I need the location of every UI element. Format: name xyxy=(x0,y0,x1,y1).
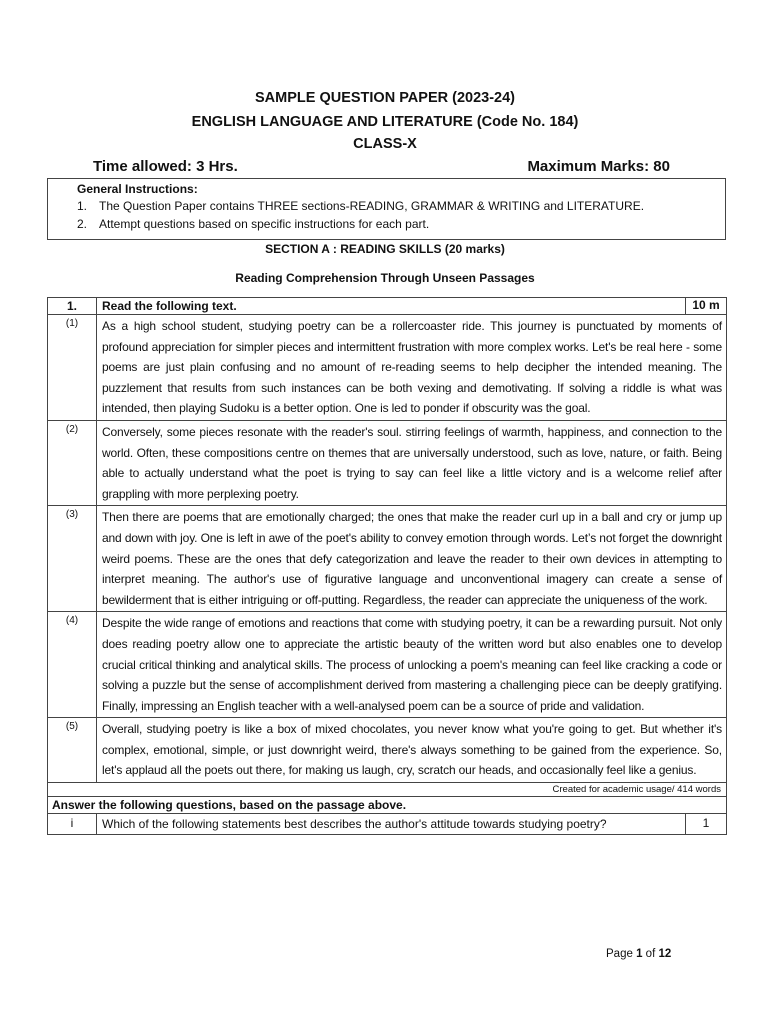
instructions-heading: General Instructions: xyxy=(77,182,198,196)
paragraph-text: Overall, studying poetry is like a box of mixed chocolates, you never know what you're going to get. But whether it's complex, emotional, simple, or just downright weird, there's always something to be gained from the experience. So, let's applaud all the poets out there, for making us laugh, cry, scratch our heads, and occasionally feel like a genius. xyxy=(97,718,727,783)
question-number: 1. xyxy=(48,298,97,315)
paragraph-number: (3) xyxy=(48,506,97,612)
credit-row xyxy=(48,783,727,797)
answer-prompt-row xyxy=(48,797,727,814)
question-header-row xyxy=(48,298,727,315)
paragraph-text: Despite the wide range of emotions and reactions that come with studying poetry, it can be a rewarding pursuit. Not only does reading poetry allow one to appreciate the artistic beauty of the written word but also enables one to develop crucial critical thinking and analytical skills. The process of unlocking a poem's meaning can feel like cracking a code or solving a puzzle but the sense of accomplishment derived from mastering a challenging piece can be deeply gratifying. Finally, impressing an English teacher with a well-analysed poem can be a source of pride and validation. xyxy=(97,612,727,718)
question-table xyxy=(47,297,727,835)
subject-title: ENGLISH LANGUAGE AND LITERATURE (Code No. 184) xyxy=(191,114,579,130)
paragraph-text: Conversely, some pieces resonate with the reader's soul. stirring feelings of warmth, happiness, and connection to the world. Often, these compositions centre on themes that are universally understood, such as love, nature, or faith. Being able to actually understand what the poet is trying to say can feel like a little victory and is a welcome relief after grappling with more perplexing poetry. xyxy=(97,420,727,505)
instruction-number: 2. xyxy=(77,217,88,231)
paragraph-number: (4) xyxy=(48,612,97,718)
section-subtitle: Reading Comprehension Through Unseen Passages xyxy=(235,271,535,285)
passage-row xyxy=(48,612,727,718)
paper-title: SAMPLE QUESTION PAPER (2023-24) xyxy=(255,90,515,106)
question-prompt: Read the following text. xyxy=(97,298,686,315)
passage-row xyxy=(48,315,727,421)
page-label: Page xyxy=(606,948,633,960)
sub-question-number: i xyxy=(48,814,97,835)
paragraph-number: (2) xyxy=(48,420,97,505)
paragraph-text: Then there are poems that are emotionally charged; the ones that make the reader curl up in a ball and cry or jump up and down with joy. One is left in awe of the poet's ability to convey emotion through words. Let’s not forget the downright weird poems. These are the ones that defy categorization and leave the reader to their own devices in attempting to interpret meaning. The author's use of figurative language and unconventional imagery can create a sense of bewilderment that is either intriguing or off-putting. Regardless, the reader can appreciate the uniqueness of the work. xyxy=(97,506,727,612)
paragraph-text: As a high school student, studying poetry can be a rollercoaster ride. This journey is punctuated by moments of profound appreciation for simpler pieces and intermittent frustration with more complex works. Let's be real here - some poems are just plain confusing and no amount of re-reading seems to help decipher the intended meaning. The puzzlement that results from such instances can be both vexing and demotivating. If solving a riddle is what was intended, then playing Sudoku is a better option. One is led to ponder if obscurity was the goal. xyxy=(97,315,727,421)
paragraph-number: (5) xyxy=(48,718,97,783)
question-marks: 10 m xyxy=(686,298,727,315)
word-count-credit: Created for academic usage/ 414 words xyxy=(48,783,727,797)
instruction-item xyxy=(77,199,644,213)
paragraph-number: (1) xyxy=(48,315,97,421)
page-number xyxy=(606,948,671,960)
instruction-text: Attempt questions based on specific instructions for each part. xyxy=(99,217,430,231)
passage-row xyxy=(48,506,727,612)
of-label: of xyxy=(645,948,656,960)
passage-row xyxy=(48,420,727,505)
sub-question-marks: 1 xyxy=(686,814,727,835)
sub-question-row xyxy=(48,814,727,835)
current-page: 1 xyxy=(636,948,643,960)
total-pages: 12 xyxy=(658,948,672,960)
instruction-item xyxy=(77,217,429,231)
sub-question-text: Which of the following statements best describes the author's attitude towards studying poetry? xyxy=(97,814,686,835)
general-instructions-box xyxy=(47,178,726,240)
section-title: SECTION A : READING SKILLS (20 marks) xyxy=(265,242,505,256)
class-title: CLASS-X xyxy=(353,136,417,152)
instruction-number: 1. xyxy=(77,199,88,213)
maximum-marks: Maximum Marks: 80 xyxy=(527,158,670,175)
time-allowed: Time allowed: 3 Hrs. xyxy=(93,158,238,175)
passage-row xyxy=(48,718,727,783)
time-marks-line xyxy=(93,158,670,175)
instruction-text: The Question Paper contains THREE sections-READING, GRAMMAR & WRITING and LITERATURE. xyxy=(99,199,645,213)
answer-prompt: Answer the following questions, based on the passage above. xyxy=(48,797,727,814)
